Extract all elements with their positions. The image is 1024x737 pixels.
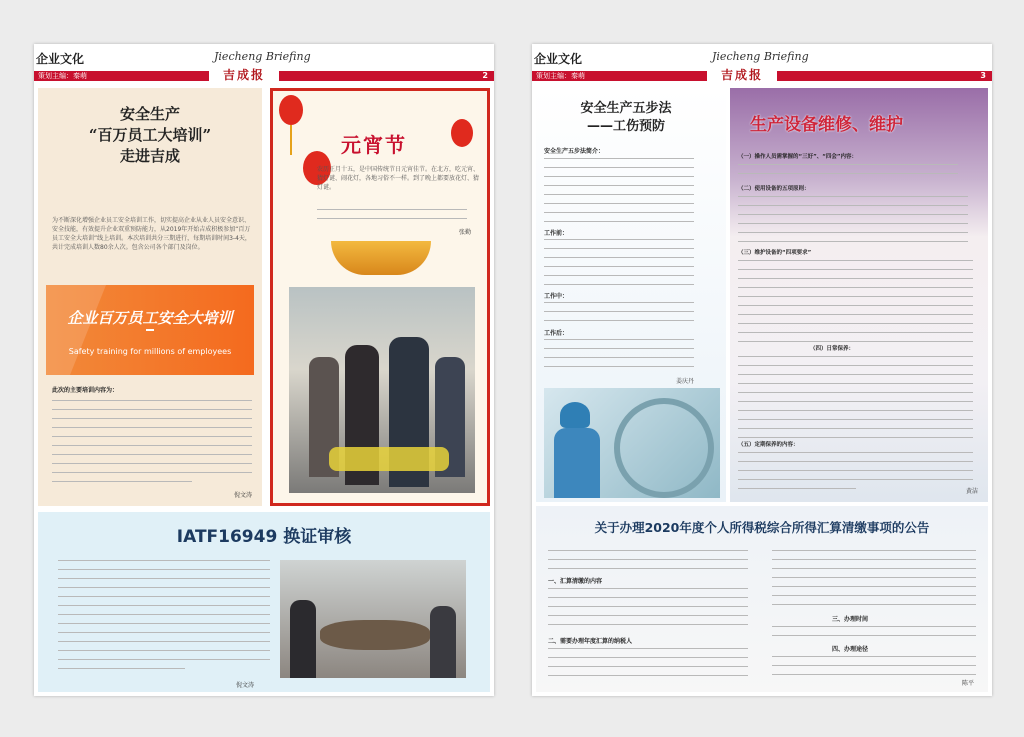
training-author: 倪文涛 bbox=[233, 492, 252, 499]
maint-body-e bbox=[738, 452, 973, 497]
maint-sec-2: （二）使用设备的五项原则： bbox=[738, 186, 810, 192]
group-photo bbox=[289, 287, 475, 493]
lantern-icon bbox=[451, 119, 473, 147]
maintenance-article bbox=[730, 88, 988, 502]
tax-body-f bbox=[772, 656, 976, 683]
tax-notice bbox=[536, 506, 988, 692]
five-steps-title-line2: ——工伤预防 bbox=[586, 119, 665, 134]
tax-body-b bbox=[548, 588, 748, 633]
tax-sec-1: 一、汇算清缴的内容 bbox=[548, 578, 603, 585]
iatf-article bbox=[38, 512, 490, 692]
header-brand: Jiecheng Briefing bbox=[712, 50, 809, 63]
tax-body-d bbox=[772, 550, 976, 613]
five-steps-intro: 安全生产五步法简介： bbox=[544, 148, 605, 155]
lantern-author: 张勤 bbox=[458, 229, 471, 236]
training-title bbox=[38, 104, 262, 167]
tax-sec-4: 四、办理途径 bbox=[832, 646, 869, 653]
tax-body-a bbox=[548, 550, 748, 577]
lantern-body-text bbox=[317, 209, 467, 227]
training-article bbox=[38, 88, 262, 506]
banner-cn: 企业百万员工安全大培训 bbox=[67, 309, 233, 327]
five-steps-article bbox=[536, 88, 726, 502]
step-label-during: 工作中： bbox=[544, 293, 569, 300]
training-title-line3: 走进吉成 bbox=[119, 147, 180, 165]
maintenance-author: 黄洁 bbox=[965, 488, 978, 495]
page-number: 3 bbox=[980, 71, 986, 80]
lantern-title: 元宵节 bbox=[341, 133, 407, 157]
maint-sec-1: （一）操作人员需掌握的“三好”、“四会”内容： bbox=[738, 154, 857, 160]
banner-en: Safety training for millions of employees bbox=[68, 347, 232, 356]
header-logo: 吉成报 bbox=[209, 66, 279, 84]
maint-body-d bbox=[738, 356, 973, 446]
tax-sec-2: 二、需要办理年度汇算的纳税人 bbox=[548, 638, 633, 645]
iatf-body-text bbox=[58, 560, 270, 677]
header-brand: Jiecheng Briefing bbox=[214, 50, 311, 63]
maint-body-a bbox=[738, 164, 958, 182]
five-steps-body-a bbox=[544, 158, 694, 230]
tax-body-c bbox=[548, 648, 748, 684]
tax-body-e bbox=[772, 626, 976, 644]
five-steps-author: 姜庆丹 bbox=[676, 378, 695, 385]
lantern-text: 农历正月十五，是中国传统节日元宵佳节。在北方，吃元宵、猜灯谜、闹花灯，各地习俗不一样。到了晚上都要放花灯、猜灯谜。 bbox=[317, 166, 480, 191]
header-editor: 策划主编：秦萌 bbox=[536, 72, 585, 80]
page-number: 2 bbox=[482, 71, 488, 80]
tangyuan-bowl-image bbox=[331, 241, 431, 275]
maint-body-c bbox=[738, 260, 973, 350]
tax-title: 关于办理2020年度个人所得税综合所得汇算清缴事项的公告 bbox=[594, 520, 930, 535]
tax-sec-3: 三、办理时间 bbox=[832, 616, 869, 623]
iatf-author: 倪文涛 bbox=[236, 682, 255, 689]
step-label-before: 工作前： bbox=[544, 230, 569, 237]
maintenance-title: 生产设备维修、维护 bbox=[750, 115, 903, 135]
five-steps-title-line1: 安全生产五步法 bbox=[580, 101, 672, 116]
training-title-line1: 安全生产 bbox=[119, 105, 180, 123]
step-label-after: 工作后： bbox=[544, 330, 569, 337]
five-steps-title bbox=[536, 100, 716, 136]
five-steps-body-d bbox=[544, 339, 694, 375]
training-intro: 为不断深化增强企业员工安全培训工作，切实提高企业从业人员安全意识、安全技能，有效提升企业双重预防能力，从2019年开始吉成积极参加“百万员工安全大培训”线上培训。本次培训共分三期进行，每期培训时间3-4天，共计完成培训人数80余人次。包含公司各个部门及岗位。 bbox=[52, 217, 251, 251]
maint-sec-3: （三）维护设备的“四项要求” bbox=[738, 250, 812, 256]
iatf-title: IATF16949 换证审核 bbox=[176, 527, 352, 547]
training-banner bbox=[46, 285, 254, 375]
page-header-left bbox=[34, 50, 494, 84]
lantern-article bbox=[270, 88, 490, 506]
worker-illustration bbox=[544, 388, 720, 498]
page-header-right bbox=[532, 50, 992, 84]
header-editor: 策划主编：秦萌 bbox=[38, 72, 87, 80]
header-category: 企业文化 bbox=[534, 52, 583, 66]
maint-sec-5: （五）定期保养的内容： bbox=[738, 442, 799, 448]
meeting-photo bbox=[280, 560, 466, 678]
training-body-text bbox=[52, 400, 252, 490]
training-title-line2: “百万员工大培训” bbox=[88, 126, 212, 144]
tax-sign: 陈平 bbox=[961, 680, 974, 687]
training-subhead: 此次的主要培训内容为： bbox=[52, 387, 119, 394]
right-page bbox=[532, 44, 992, 696]
left-page bbox=[34, 44, 494, 696]
header-category: 企业文化 bbox=[36, 52, 85, 66]
maint-sec-4: （四）日常保养： bbox=[810, 346, 855, 352]
five-steps-body-b bbox=[544, 239, 694, 293]
maint-body-b bbox=[738, 196, 968, 250]
lantern-icon bbox=[279, 95, 303, 125]
five-steps-body-c bbox=[544, 302, 694, 329]
header-logo: 吉成报 bbox=[707, 66, 777, 84]
